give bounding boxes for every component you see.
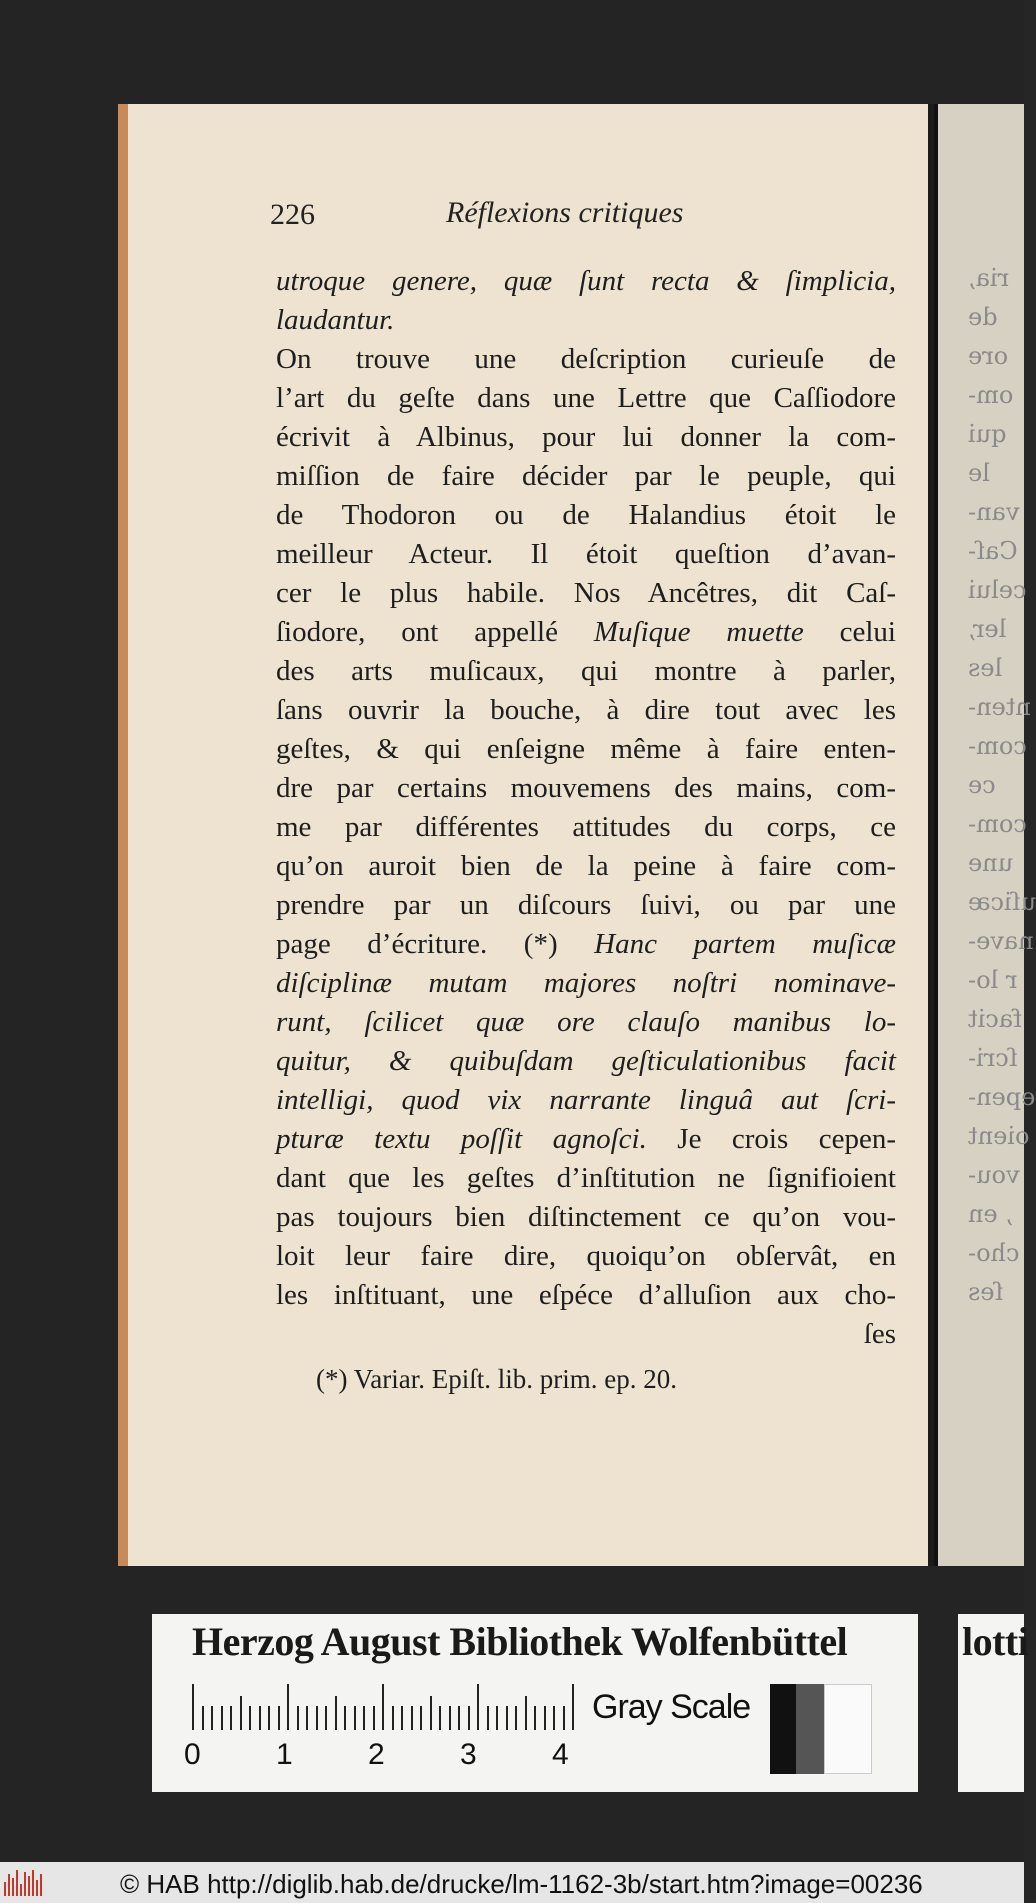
facing-page-fragment: qui [968,420,1007,448]
text-segment: Muſique muette [593,616,804,648]
color-scale-card [152,1614,918,1792]
text-segment: utroque genere, quæ ſunt recta & ſimplicia, [276,265,896,297]
ruler-number: 0 [184,1738,201,1771]
ruler-tick [259,1706,261,1730]
text-line [276,262,896,301]
ruler-tick [202,1706,204,1730]
facing-page-fragment: com- [968,810,1027,838]
ruler-tick [240,1696,242,1730]
text-line [276,925,896,964]
facing-page-fragment: van- [968,498,1020,526]
gray-patch-white [824,1684,872,1774]
text-segment: runt, ſcilicet quæ ore clauſo manibus lo- [276,1006,896,1038]
text-segment: les inſtituant, une eſpéce d’alluſion aux cho- [276,1279,896,1311]
ruler-tick [325,1706,327,1730]
facing-page-fragment: ria, [968,264,1010,292]
facing-page-fragment: ſcri- [968,1044,1018,1072]
text-segment: cer le plus habile. Nos Ancêtres, dit Caſ- [276,577,896,609]
footer-bar [0,1862,1024,1903]
text-line [276,1198,896,1237]
facing-page-fragment: epen- [968,1083,1036,1111]
ruler-tick [496,1706,498,1730]
ruler-tick [411,1706,413,1730]
gray-patch-dark [796,1684,824,1774]
logo-bar [36,1880,38,1896]
text-segment: ſans ouvrir la bouche, à dire tout avec les [276,694,896,726]
ruler-tick [344,1706,346,1730]
hab-logo-icon [4,1870,44,1896]
library-name-partial: lotti [962,1619,1029,1664]
ruler-tick [449,1706,451,1730]
gray-patch-black [770,1684,796,1774]
ruler-tick [382,1684,384,1730]
ruler-tick [525,1696,527,1730]
facing-page-fragment: vou- [968,1161,1020,1189]
facing-page-fragment: facit [968,1005,1022,1033]
ruler-tick [458,1706,460,1730]
facing-page-fragment: , en [968,1200,1013,1228]
ruler-tick [316,1706,318,1730]
facing-page-fragment: uſicæ [968,888,1036,916]
text-segment: loit leur faire dire, quoiqu’on obſervât, en [276,1240,896,1272]
facing-page-fragment: les [968,654,1003,682]
text-segment: diſciplinæ mutam majores noſtri nominave- [276,967,896,999]
ruler-tick [268,1706,270,1730]
ruler-number: 4 [552,1738,569,1771]
ruler-tick [392,1706,394,1730]
facing-page-fragment: ce [968,771,996,799]
ruler-tick [439,1706,441,1730]
text-segment: geſtes, & qui enſeigne même à faire enten- [276,733,896,765]
text-line [276,1042,896,1081]
ruler-tick [297,1706,299,1730]
text-segment: Hanc partem muſicæ [594,928,896,960]
facing-page-fragment: Caſ- [968,537,1018,565]
ruler-tick [477,1684,479,1730]
text-segment: prendre par un diſcours ſuivi, ou par une [276,889,896,921]
facing-page-fragment: ler, [968,615,1007,643]
text-line [276,1159,896,1198]
ruler-tick [278,1706,280,1730]
ruler-tick [354,1706,356,1730]
facing-page-fragment: om- [968,381,1014,409]
text-segment: me par différentes attitudes du corps, ce [276,811,896,843]
ruler-tick [221,1706,223,1730]
text-line [276,730,896,769]
ruler-tick [572,1684,574,1730]
ruler-tick [506,1706,508,1730]
facing-page-fragment: ſes [968,1278,1004,1306]
facing-page-fragment: une [968,849,1014,877]
ruler-number: 2 [368,1738,385,1771]
text-line [276,574,896,613]
ruler-number: 3 [460,1738,477,1771]
text-segment: laudantur. [276,304,395,336]
gray-scale-label: Gray Scale [592,1688,751,1726]
facing-page-fragment: com- [968,732,1027,760]
text-segment: celui [803,616,896,648]
ruler-tick [230,1706,232,1730]
ruler-tick [363,1706,365,1730]
facing-page-fragment: nave- [968,927,1034,955]
facing-page-fragment: de [968,303,998,331]
facing-page-fragment: oient [968,1122,1030,1150]
text-segment: intelligi, quod vix narrante linguâ aut ſcri- [276,1084,896,1116]
text-line [276,769,896,808]
text-segment: l’art du geſte dans une Lettre que Caſſiodore [276,382,896,414]
logo-bar [20,1884,22,1896]
text-line [276,808,896,847]
ruler-tick [335,1696,337,1730]
text-segment: qu’on auroit bien de la peine à faire com- [276,850,896,882]
text-line [276,1120,896,1159]
ruler-tick [487,1706,489,1730]
text-line [276,652,896,691]
ruler-tick [468,1706,470,1730]
text-line [276,457,896,496]
text-segment: On trouve une deſcription curieuſe de [276,343,896,375]
page-number: 226 [270,198,315,231]
ruler-tick [401,1706,403,1730]
text-segment: meilleur Acteur. Il étoit queſtion d’avan- [276,538,896,570]
logo-bar [8,1874,10,1896]
ruler-tick [515,1706,517,1730]
footer-copyright: © HAB http://diglib.hab.de/drucke/lm-1162-3b/start.htm?image=00236 [120,1869,923,1899]
text-line [276,1003,896,1042]
ruler-tick [249,1706,251,1730]
text-line [276,496,896,535]
ruler-tick [420,1706,422,1730]
text-segment: des arts muſicaux, qui montre à parler, [276,655,896,687]
ruler-tick [563,1706,565,1730]
ruler-tick [211,1706,213,1730]
text-line [276,886,896,925]
ruler-tick [430,1696,432,1730]
page-body [276,262,896,1354]
facing-page-fragment: celui [968,576,1027,604]
text-line [276,1237,896,1276]
logo-bar [16,1870,18,1896]
text-segment: pturæ textu poſſit agnoſci. [276,1123,647,1155]
facing-page-fragment: r lo- [968,966,1018,994]
ruler-tick [373,1706,375,1730]
text-line [276,691,896,730]
ruler-tick [192,1684,194,1730]
text-segment: dant que les geſtes d’inſtitution ne ſignifioient [276,1162,896,1194]
logo-bar [24,1872,26,1896]
logo-bar [4,1882,6,1896]
text-line [276,1081,896,1120]
facing-page [938,104,1036,1566]
text-segment: page d’écriture. (*) [276,928,595,960]
text-line [276,535,896,574]
color-scale-card-partial [958,1614,1029,1792]
text-segment: écrivit à Albinus, pour lui donner la com- [276,421,896,453]
logo-bar [12,1878,14,1896]
facing-page-fragment: ore [968,342,1009,370]
facing-page-fragment: cho- [968,1239,1020,1267]
ruler-tick [306,1706,308,1730]
logo-bar [40,1874,42,1896]
text-line [276,1276,896,1315]
ruler-tick [544,1706,546,1730]
text-segment: quitur, & quibuſdam geſticulationibus facit [276,1045,896,1077]
logo-bar [32,1870,34,1896]
ruler [192,1684,572,1730]
ruler-number: 1 [276,1738,293,1771]
text-segment: ſiodore, ont appellé [276,616,594,648]
text-segment: dre par certains mouvemens des mains, com- [276,772,896,804]
ruler-tick [534,1706,536,1730]
facing-page-fragment: nten- [968,693,1031,721]
text-line [276,301,896,340]
text-segment: pas toujours bien diſtinctement ce qu’on vou- [276,1201,896,1233]
text-line [276,379,896,418]
running-title: Réflexions critiques [446,196,684,229]
text-segment: de Thodoron ou de Halandius étoit le [276,499,896,531]
text-line [276,964,896,1003]
footnote: (*) Variar. Epiſt. lib. prim. ep. 20. [316,1364,677,1394]
catchword: ſes [863,1318,896,1350]
text-line [276,613,896,652]
facing-page-fragment: le [968,459,990,487]
logo-bar [28,1876,30,1896]
text-line [276,418,896,457]
ruler-tick [553,1706,555,1730]
text-segment: miſſion de faire décider par le peuple, qui [276,460,896,492]
text-segment: Je crois cepen- [646,1123,896,1155]
ruler-tick [287,1684,289,1730]
text-line [276,340,896,379]
library-name: Herzog August Bibliothek Wolfenbüttel [192,1619,848,1664]
text-line [276,847,896,886]
